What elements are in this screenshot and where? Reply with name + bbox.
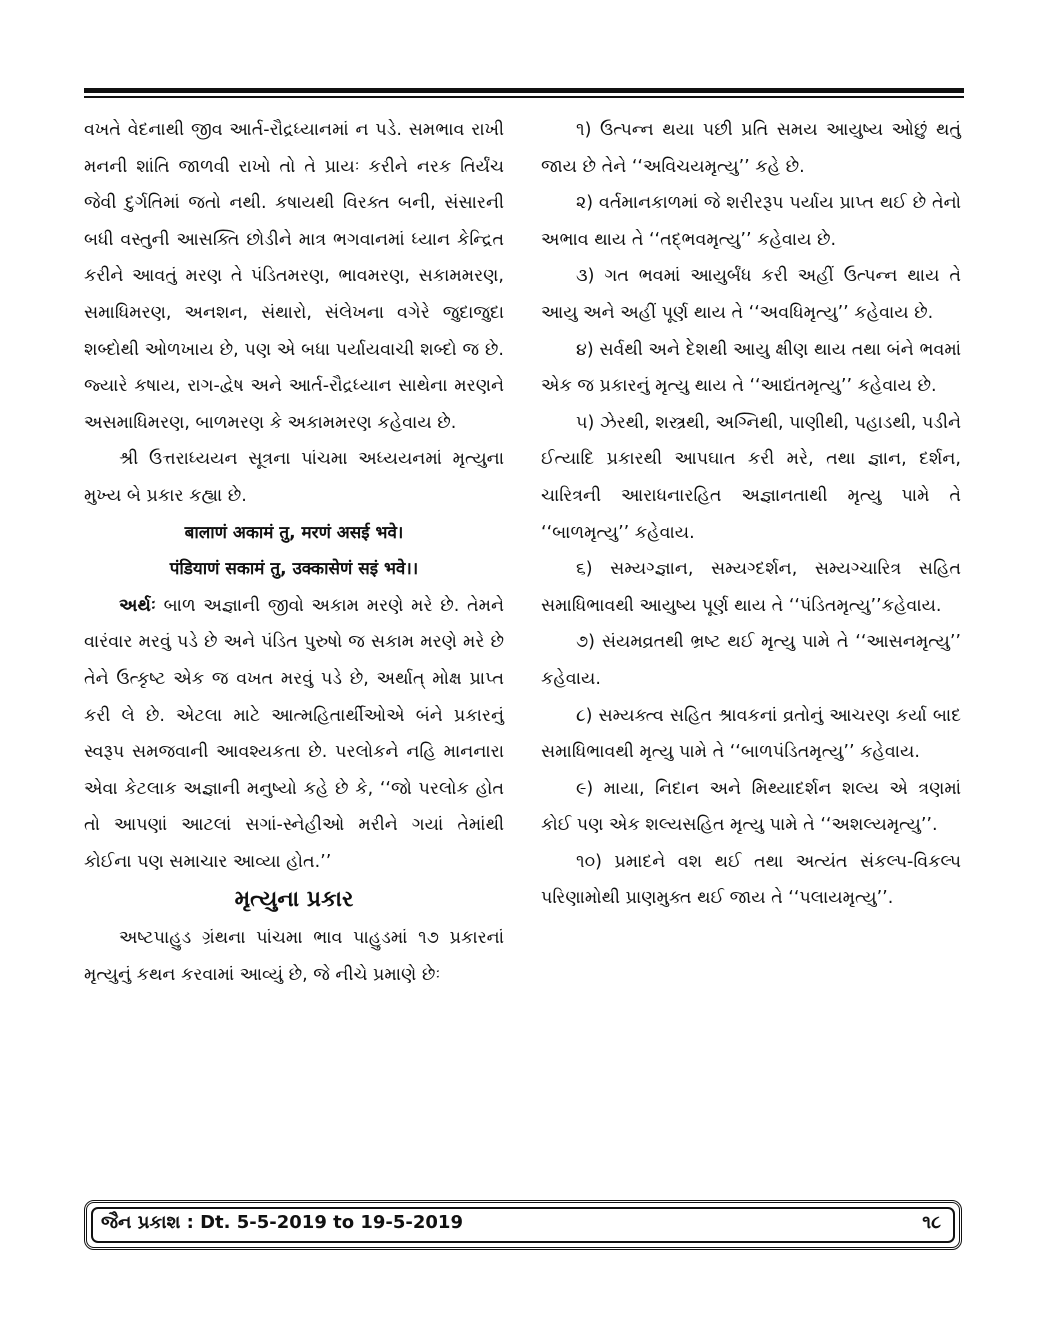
list-item: ૨) વર્તમાનકાળમાં જે શરીરરૂપ પર્યાય પ્રાપ્ત થઈ છે તેનો અભાવ થાય તે ‘‘તદ્ભવમૃત્યુ’’ કહેવાય છે.	[541, 193, 961, 250]
list-item: ૧૦) પ્રમાદને વશ થઈ તથા અત્યંત સંકલ્પ-વિકલ્પ પરિણામોથી પ્રાણમુક્ત થઈ જાય તે ‘‘પલાયમૃત્યુ’’.	[541, 851, 961, 909]
top-rule-thick	[84, 88, 964, 93]
right-column	[541, 112, 961, 917]
page-number: ૧૮	[922, 1212, 941, 1233]
verse-line-2: पंडियाणं सकामं तु, उक्कासेणं सइं भवे।।	[169, 559, 419, 580]
list-item: ૬) સમ્યગ્જ્ઞાન, સમ્યગ્દર્શન, સમ્યગ્ચારિત્ર સહિત સમાધિભાવથી આયુષ્ય પૂર્ણ થાય તે ‘‘પંડિતમૃત્યુ’’કહેવાય.	[541, 559, 961, 616]
list-item: ૫) ઝેરથી, શસ્ત્રથી, અગ્નિથી, પાણીથી, પહાડથી, પડીને ઈત્યાદિ પ્રકારથી આપઘાત કરી મરે, તથા જ્ઞાન, દર્શન, ચારિત્રની આરાધનારહિત અજ્ઞાનતાથી મૃત્યુ પામે તે ‘‘બાળમૃત્યુ’’ કહેવાય.	[541, 412, 961, 543]
footer-frame	[84, 1200, 962, 1250]
list-item: ૮) સમ્યક્ત્વ સહિત શ્રાવકનાં વ્રતોનું આચરણ કર્યા બાદ સમાધિભાવથી મૃત્યુ પામે તે ‘‘બાળપંડિતમૃત્યુ’’ કહેવાય.	[541, 705, 961, 763]
meaning-lead: અર્થઃ	[119, 595, 156, 616]
section-heading: મૃત્યુના પ્રકાર	[234, 887, 354, 913]
meaning-text: બાળ અજ્ઞાની જીવો અકામ મરણે મરે છે. તેમને વારંવાર મરવું પડે છે અને પંડિત પુરુષો જ સકામ મરણે મરે છે તેને ઉત્કૃષ્ટ એક જ વખત મરવું પડે છે, અર્થાત્ મોક્ષ પ્રાપ્ત કરી લે છે. એટલા માટે આત્મહિતાર્થીઓએ બંને પ્રકારનું સ્વરૂપ સમજવાની આવશ્યકતા છે. પરલોકને નહિ માનનારા એવા કેટલાક અજ્ઞાની મનુષ્યો કહે છે કે, ‘‘જો પરલોક હોત તો આપણાં આટલાં સગાં-સ્નેહીઓ મરીને ગયાં તેમાંથી કોઈના પણ સમાચાર આવ્યા હોત.’’	[84, 595, 504, 872]
paragraph-uttaradhyayan: શ્રી ઉત્તરાધ્યયન સૂત્રના પાંચમા અધ્યયનમાં મૃત્યુના મુખ્ય બે પ્રકાર કહ્યા છે.	[84, 449, 504, 506]
list-item: ૭) સંયમવ્રતથી ભ્રષ્ટ થઈ મૃત્યુ પામે તે ‘‘આસનમૃત્યુ’’ કહેવાય.	[541, 632, 961, 689]
list-item: ૪) સર્વથી અને દેશથી આયુ ક્ષીણ થાય તથા બંને ભવમાં એક જ પ્રકારનું મૃત્યુ થાય તે ‘‘આદ્યંતમૃત્યુ’’ કહેવાય છે.	[541, 339, 961, 397]
paragraph-intro: વખતે વેદનાથી જીવ આર્ત-રૌદ્રધ્યાનમાં ન પડે. સમભાવ રાખી મનની શાંતિ જાળવી રાખો તો તે પ્રાયઃ કરીને નરક તિર્યંચ જેવી દુર્ગતિમાં જતો નથી. કષાયથી વિરક્ત બની, સંસારની બધી વસ્તુની આસક્તિ છોડીને માત્ર ભગવાનમાં ધ્યાન કેન્દ્રિત કરીને આવતું મરણ તે પંડિતમરણ, ભાવમરણ, સકામમરણ, સમાધિમરણ, અનશન, સંથારો, સંલેખના વગેરે જુદાજુદા શબ્દોથી ઓળખાય છે, પણ એ બધા પર્યાયવાચી શબ્દો જ છે. જ્યારે કષાય, રાગ-દ્વેષ અને આર્ત-રૌદ્રધ્યાન સાથેના મરણને અસમાધિમરણ, બાળમરણ કે અકામમરણ કહેવાય છે.	[84, 120, 504, 433]
list-item: ૩) ગત ભવમાં આયુર્બંધ કરી અહીં ઉત્પન્ન થાય તે આયુ અને અહીં પૂર્ણ થાય તે ‘‘અવધિમૃત્યુ’’ કહેવાય છે.	[541, 266, 961, 323]
top-rule-thin	[84, 96, 964, 98]
list-item: ૯) માયા, નિદાન અને મિથ્યાદર્શન શલ્ય એ ત્રણમાં કોઈ પણ એક શલ્યસહિત મૃત્યુ પામે તે ‘‘અશલ્યમૃત્યુ’’.	[541, 778, 961, 836]
list-item: ૧) ઉત્પન્ન થયા પછી પ્રતિ સમય આયુષ્ય ઓછું થતું જાય છે તેને ‘‘અવિચયમૃત્યુ’’ કહે છે.	[541, 120, 961, 177]
verse-line-1: बालाणं अकामं तु, मरणं असई भवे।	[184, 522, 404, 543]
paragraph-ashtapahud: અષ્ટપાહુડ ગ્રંથના પાંચમા ભાવ પાહુડમાં ૧૭ પ્રકારનાં મૃત્યુનું કથન કરવામાં આવ્યું છે, જે નીચે પ્રમાણે છેઃ	[84, 928, 504, 986]
footer-publication: જૈન પ્રકાશ : Dt. 5-5-2019 to 19-5-2019	[101, 1212, 463, 1233]
paragraph-meaning	[84, 588, 504, 881]
left-column	[84, 112, 504, 994]
